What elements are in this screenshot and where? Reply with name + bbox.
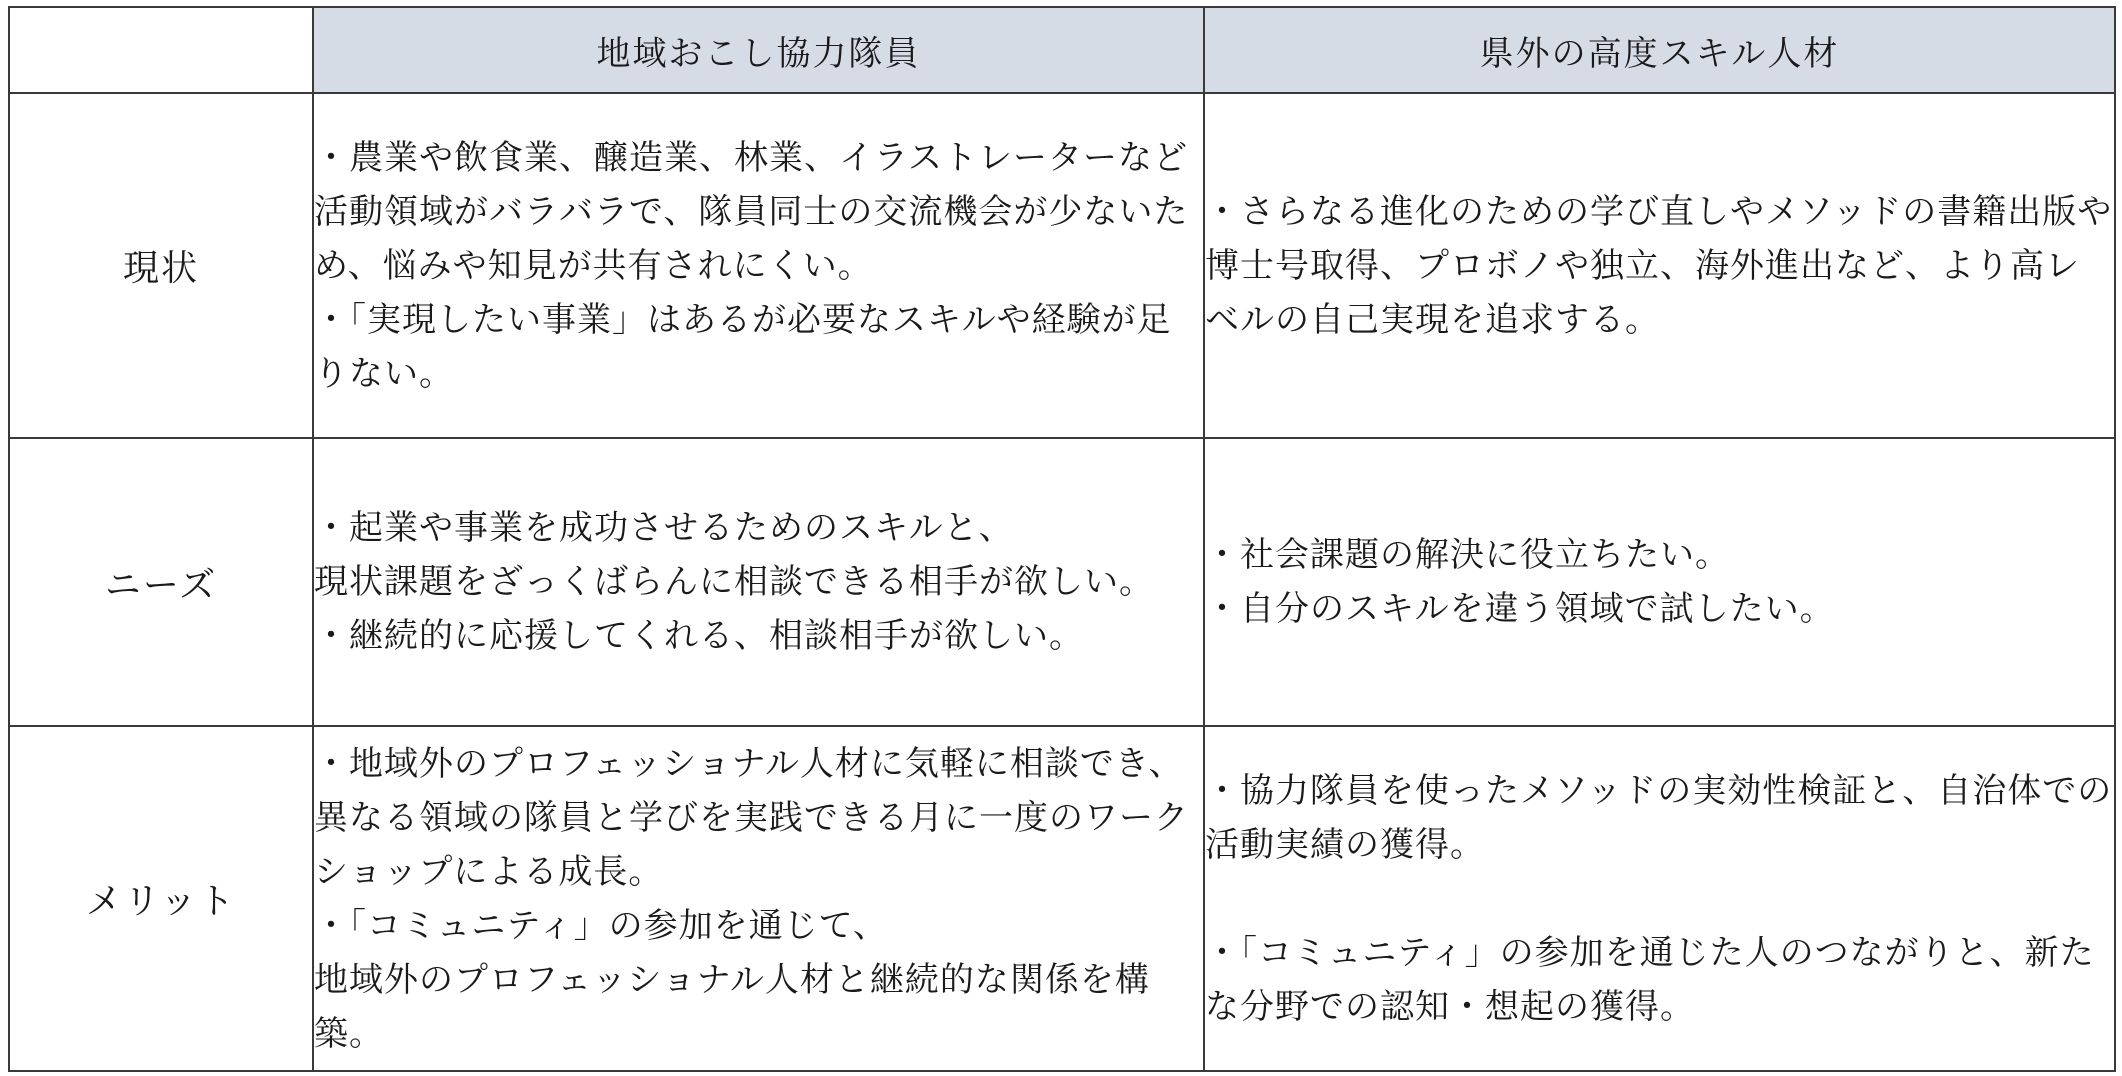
cell-line: ・さらなる進化のための学び直しやメソッドの書籍出版や博士号取得、プロボノや独立、海外進出など、より高レベルの自己実現を追求する。: [1205, 191, 2113, 340]
table-row-current-status: [9, 93, 2115, 438]
cell-line: ・協力隊員を使ったメソッドの実効性検証と、自治体での活動実績の獲得。: [1205, 770, 2113, 865]
cell-current-status-kyoryokutai: [313, 93, 1204, 438]
cell-line: ・社会課題の解決に役立ちたい。: [1205, 535, 1730, 575]
cell-needs-kyoryokutai: [313, 438, 1204, 726]
cell-line: ・地域外のプロフェッショナル人材に気軽に相談でき、異なる領域の隊員と学びを実践できる月に一度のワークショップによる成長。: [314, 743, 1189, 892]
paragraph-gap: [1205, 872, 2114, 926]
table-row-merits: [9, 726, 2115, 1071]
column-header-kyoryokutai: 地域おこし協力隊員: [313, 7, 1204, 93]
column-header-skill-talent: 県外の高度スキル人材: [1204, 7, 2115, 93]
corner-cell: [9, 7, 313, 93]
cell-needs-skill-talent: [1204, 438, 2115, 726]
table-row-needs: [9, 438, 2115, 726]
cell-line: ・自分のスキルを違う領域で試したい。: [1205, 589, 1835, 629]
row-header-current-status: 現状: [9, 93, 313, 438]
cell-line: ・「コミュニティ」の参加を通じた人のつながりと、新たな分野での認知・想起の獲得。: [1205, 932, 2095, 1027]
cell-merits-kyoryokutai: [313, 726, 1204, 1071]
row-header-merits: メリット: [9, 726, 313, 1071]
cell-merits-skill-talent: [1204, 726, 2115, 1071]
cell-line: ・農業や飲食業、醸造業、林業、イラストレーターなど活動領域がバラバラで、隊員同士の交流機会が少ないため、悩みや知見が共有されにくい。: [314, 137, 1189, 286]
row-header-needs: ニーズ: [9, 438, 313, 726]
cell-line: ・継続的に応援してくれる、相談相手が欲しい。: [314, 616, 1084, 656]
header-row: [9, 7, 2115, 93]
cell-line: ・起業や事業を成功させるためのスキルと、: [314, 508, 1014, 548]
cell-current-status-skill-talent: [1204, 93, 2115, 438]
cell-line: 地域外のプロフェッショナル人材と継続的な関係を構築。: [314, 959, 1150, 1054]
comparison-table: [8, 6, 2116, 1072]
cell-line: 現状課題をざっくばらんに相談できる相手が欲しい。: [314, 562, 1154, 602]
cell-line: ・「実現したい事業」はあるが必要なスキルや経験が足りない。: [314, 299, 1172, 394]
cell-line: ・「コミュニティ」の参加を通じて、: [314, 905, 888, 946]
